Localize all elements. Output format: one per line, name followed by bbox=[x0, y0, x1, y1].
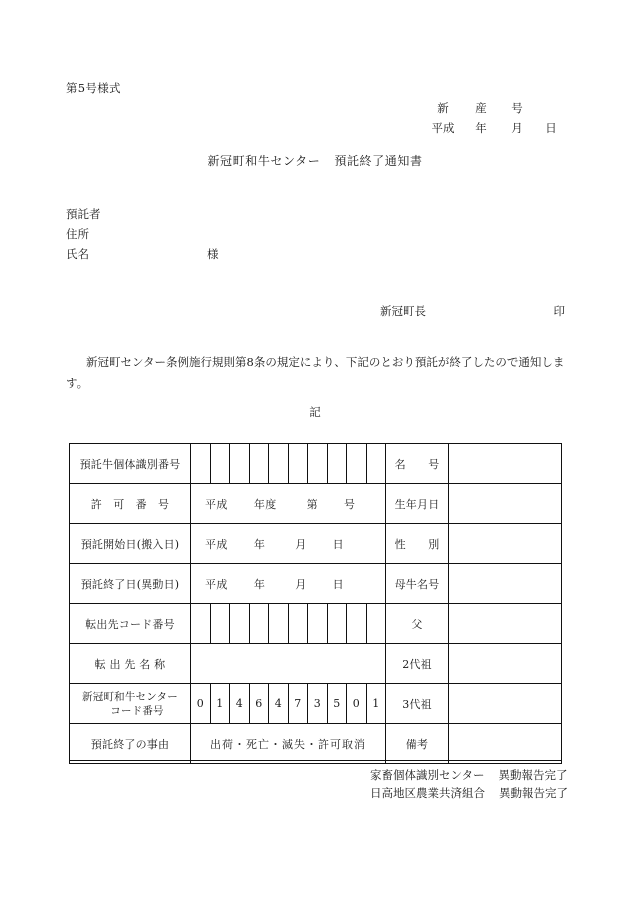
row-label-destination-name: 転 出 先 名 称 bbox=[70, 644, 191, 684]
table-row bbox=[70, 604, 562, 644]
footer-organization: 家畜個体識別センター bbox=[370, 768, 485, 782]
destination-name-value[interactable] bbox=[191, 644, 386, 684]
digit-box[interactable] bbox=[367, 604, 386, 643]
row-label-permit-number: 許 可 番 号 bbox=[70, 484, 191, 524]
issuer-name: 新冠町長 bbox=[380, 304, 426, 318]
start-year: 年 bbox=[253, 537, 266, 551]
digit-box[interactable] bbox=[328, 604, 348, 643]
row-label-cattle-id: 預託牛個体識別番号 bbox=[70, 444, 191, 484]
seal-mark: 印 bbox=[553, 304, 565, 318]
meta-line-date bbox=[424, 118, 568, 138]
ki-marker: 記 bbox=[309, 405, 321, 419]
row-label-end-reason: 預託終了の事由 bbox=[70, 724, 191, 764]
form-number: 第5号様式 bbox=[66, 81, 121, 95]
row-right-value-grandsire[interactable] bbox=[449, 644, 562, 684]
start-era: 平成 bbox=[205, 537, 228, 551]
digit-box[interactable] bbox=[269, 444, 289, 483]
center-code-boxes bbox=[191, 684, 385, 723]
row-right-label-great-grandsire: 3代祖 bbox=[386, 684, 449, 724]
meta-month: 月 bbox=[511, 121, 523, 135]
digit-box[interactable]: 0 bbox=[191, 684, 211, 723]
digit-box[interactable] bbox=[347, 444, 367, 483]
digit-box[interactable]: 4 bbox=[230, 684, 250, 723]
permit-dai: 第 bbox=[306, 497, 319, 511]
row-right-value-sex[interactable] bbox=[449, 524, 562, 564]
addressee-block bbox=[66, 204, 219, 264]
digit-box[interactable]: 1 bbox=[211, 684, 231, 723]
table-body bbox=[70, 444, 562, 764]
row-right-value-great-grandsire[interactable] bbox=[449, 684, 562, 724]
meta-san: 産 bbox=[475, 101, 487, 115]
table-row bbox=[70, 484, 562, 524]
document-meta bbox=[424, 98, 568, 138]
row-right-label-sire: 父 bbox=[386, 604, 449, 644]
meta-go: 号 bbox=[511, 101, 523, 115]
permit-number-value[interactable] bbox=[191, 484, 386, 524]
start-month: 月 bbox=[295, 537, 307, 551]
start-date-value[interactable] bbox=[191, 524, 386, 564]
end-date-value[interactable] bbox=[191, 564, 386, 604]
digit-box[interactable] bbox=[328, 444, 348, 483]
row-label-center-code bbox=[70, 684, 191, 724]
digit-box[interactable]: 5 bbox=[328, 684, 348, 723]
document-title bbox=[0, 152, 630, 169]
digit-box[interactable] bbox=[289, 604, 309, 643]
digit-box[interactable] bbox=[191, 444, 211, 483]
center-code-boxes-cell bbox=[191, 684, 386, 724]
row-right-label-remarks: 備考 bbox=[386, 724, 449, 764]
destination-code-boxes bbox=[191, 604, 385, 643]
row-right-value-name-number[interactable] bbox=[449, 444, 562, 484]
end-month: 月 bbox=[295, 577, 307, 591]
table-row bbox=[70, 564, 562, 604]
name-label: 氏名 bbox=[66, 247, 89, 261]
digit-box[interactable] bbox=[308, 604, 328, 643]
row-right-value-birthdate[interactable] bbox=[449, 484, 562, 524]
meta-shin: 新 bbox=[437, 101, 449, 115]
document-title-main: 新冠町和牛センター bbox=[207, 154, 321, 168]
center-code-label-line1: 新冠町和牛センター bbox=[82, 690, 178, 703]
row-label-end-date: 預託終了日(異動日) bbox=[70, 564, 191, 604]
row-right-label-birthdate: 生年月日 bbox=[386, 484, 449, 524]
row-label-start-date: 預託開始日(搬入日) bbox=[70, 524, 191, 564]
digit-box[interactable] bbox=[211, 444, 231, 483]
end-era: 平成 bbox=[205, 577, 228, 591]
name-row bbox=[66, 244, 219, 264]
body-paragraph-text: 新冠町センター条例施行規則第8条の規定により、下記のとおり預託が終了したので通知します。 bbox=[66, 355, 565, 390]
row-right-label-grandsire: 2代祖 bbox=[386, 644, 449, 684]
footer-line bbox=[370, 766, 568, 784]
table-row bbox=[70, 444, 562, 484]
digit-box[interactable] bbox=[347, 604, 367, 643]
meta-year: 年 bbox=[475, 121, 487, 135]
body-paragraph bbox=[66, 352, 566, 394]
honorific: 様 bbox=[207, 247, 219, 261]
digit-box[interactable] bbox=[308, 444, 328, 483]
row-right-label-sex: 性 別 bbox=[386, 524, 449, 564]
digit-box[interactable]: 0 bbox=[347, 684, 367, 723]
table-row bbox=[70, 724, 562, 764]
footer-status: 異動報告完了 bbox=[498, 768, 568, 782]
footer-notes bbox=[370, 766, 568, 802]
address-label: 住所 bbox=[66, 227, 89, 241]
digit-box[interactable]: 6 bbox=[250, 684, 270, 723]
center-code-label-line2: コード番号 bbox=[110, 704, 164, 717]
digit-box[interactable]: 7 bbox=[289, 684, 309, 723]
digit-box[interactable]: 3 bbox=[308, 684, 328, 723]
end-year: 年 bbox=[253, 577, 266, 591]
permit-era: 平成 bbox=[205, 497, 228, 511]
row-right-label-dam-name: 母牛名号 bbox=[386, 564, 449, 604]
digit-box[interactable] bbox=[367, 444, 386, 483]
footer-line bbox=[370, 784, 568, 802]
digit-box[interactable] bbox=[191, 604, 211, 643]
footer-organization: 日高地区農業共済組合 bbox=[370, 786, 485, 800]
digit-box[interactable] bbox=[230, 444, 250, 483]
meta-day: 日 bbox=[545, 121, 557, 135]
digit-box[interactable]: 1 bbox=[372, 697, 380, 710]
issuer-block bbox=[380, 303, 565, 319]
meta-heisei: 平成 bbox=[431, 121, 455, 135]
end-day: 日 bbox=[332, 577, 345, 591]
digit-box[interactable] bbox=[250, 444, 270, 483]
row-right-value-dam-name[interactable] bbox=[449, 564, 562, 604]
digit-box[interactable]: 4 bbox=[269, 684, 289, 723]
footer-status: 異動報告完了 bbox=[499, 786, 568, 800]
meta-line-issue-number bbox=[424, 98, 568, 118]
row-label-destination-code: 転出先コード番号 bbox=[70, 604, 191, 644]
cattle-id-boxes bbox=[191, 444, 385, 483]
table-row bbox=[70, 684, 562, 724]
row-right-value-remarks[interactable] bbox=[449, 724, 562, 764]
entruster-label: 預託者 bbox=[66, 207, 101, 221]
cattle-entrustment-table bbox=[69, 443, 562, 764]
end-reason-value[interactable]: 出荷・死亡・滅失・許可取消 bbox=[191, 724, 386, 764]
destination-code-boxes-cell bbox=[191, 604, 386, 644]
row-right-label-name-number: 名 号 bbox=[386, 444, 449, 484]
table-row bbox=[70, 644, 562, 684]
cattle-id-boxes-cell bbox=[191, 444, 386, 484]
digit-box[interactable] bbox=[250, 604, 270, 643]
permit-go: 号 bbox=[344, 497, 356, 511]
document-title-sub: 預託終了通知書 bbox=[334, 154, 423, 168]
table-row bbox=[70, 524, 562, 564]
start-day: 日 bbox=[332, 537, 345, 551]
permit-fiscal-year: 年度 bbox=[253, 497, 277, 511]
digit-box[interactable] bbox=[211, 604, 231, 643]
row-right-value-sire[interactable] bbox=[449, 604, 562, 644]
digit-box[interactable] bbox=[289, 444, 309, 483]
digit-box[interactable] bbox=[269, 604, 289, 643]
digit-box[interactable] bbox=[230, 604, 250, 643]
